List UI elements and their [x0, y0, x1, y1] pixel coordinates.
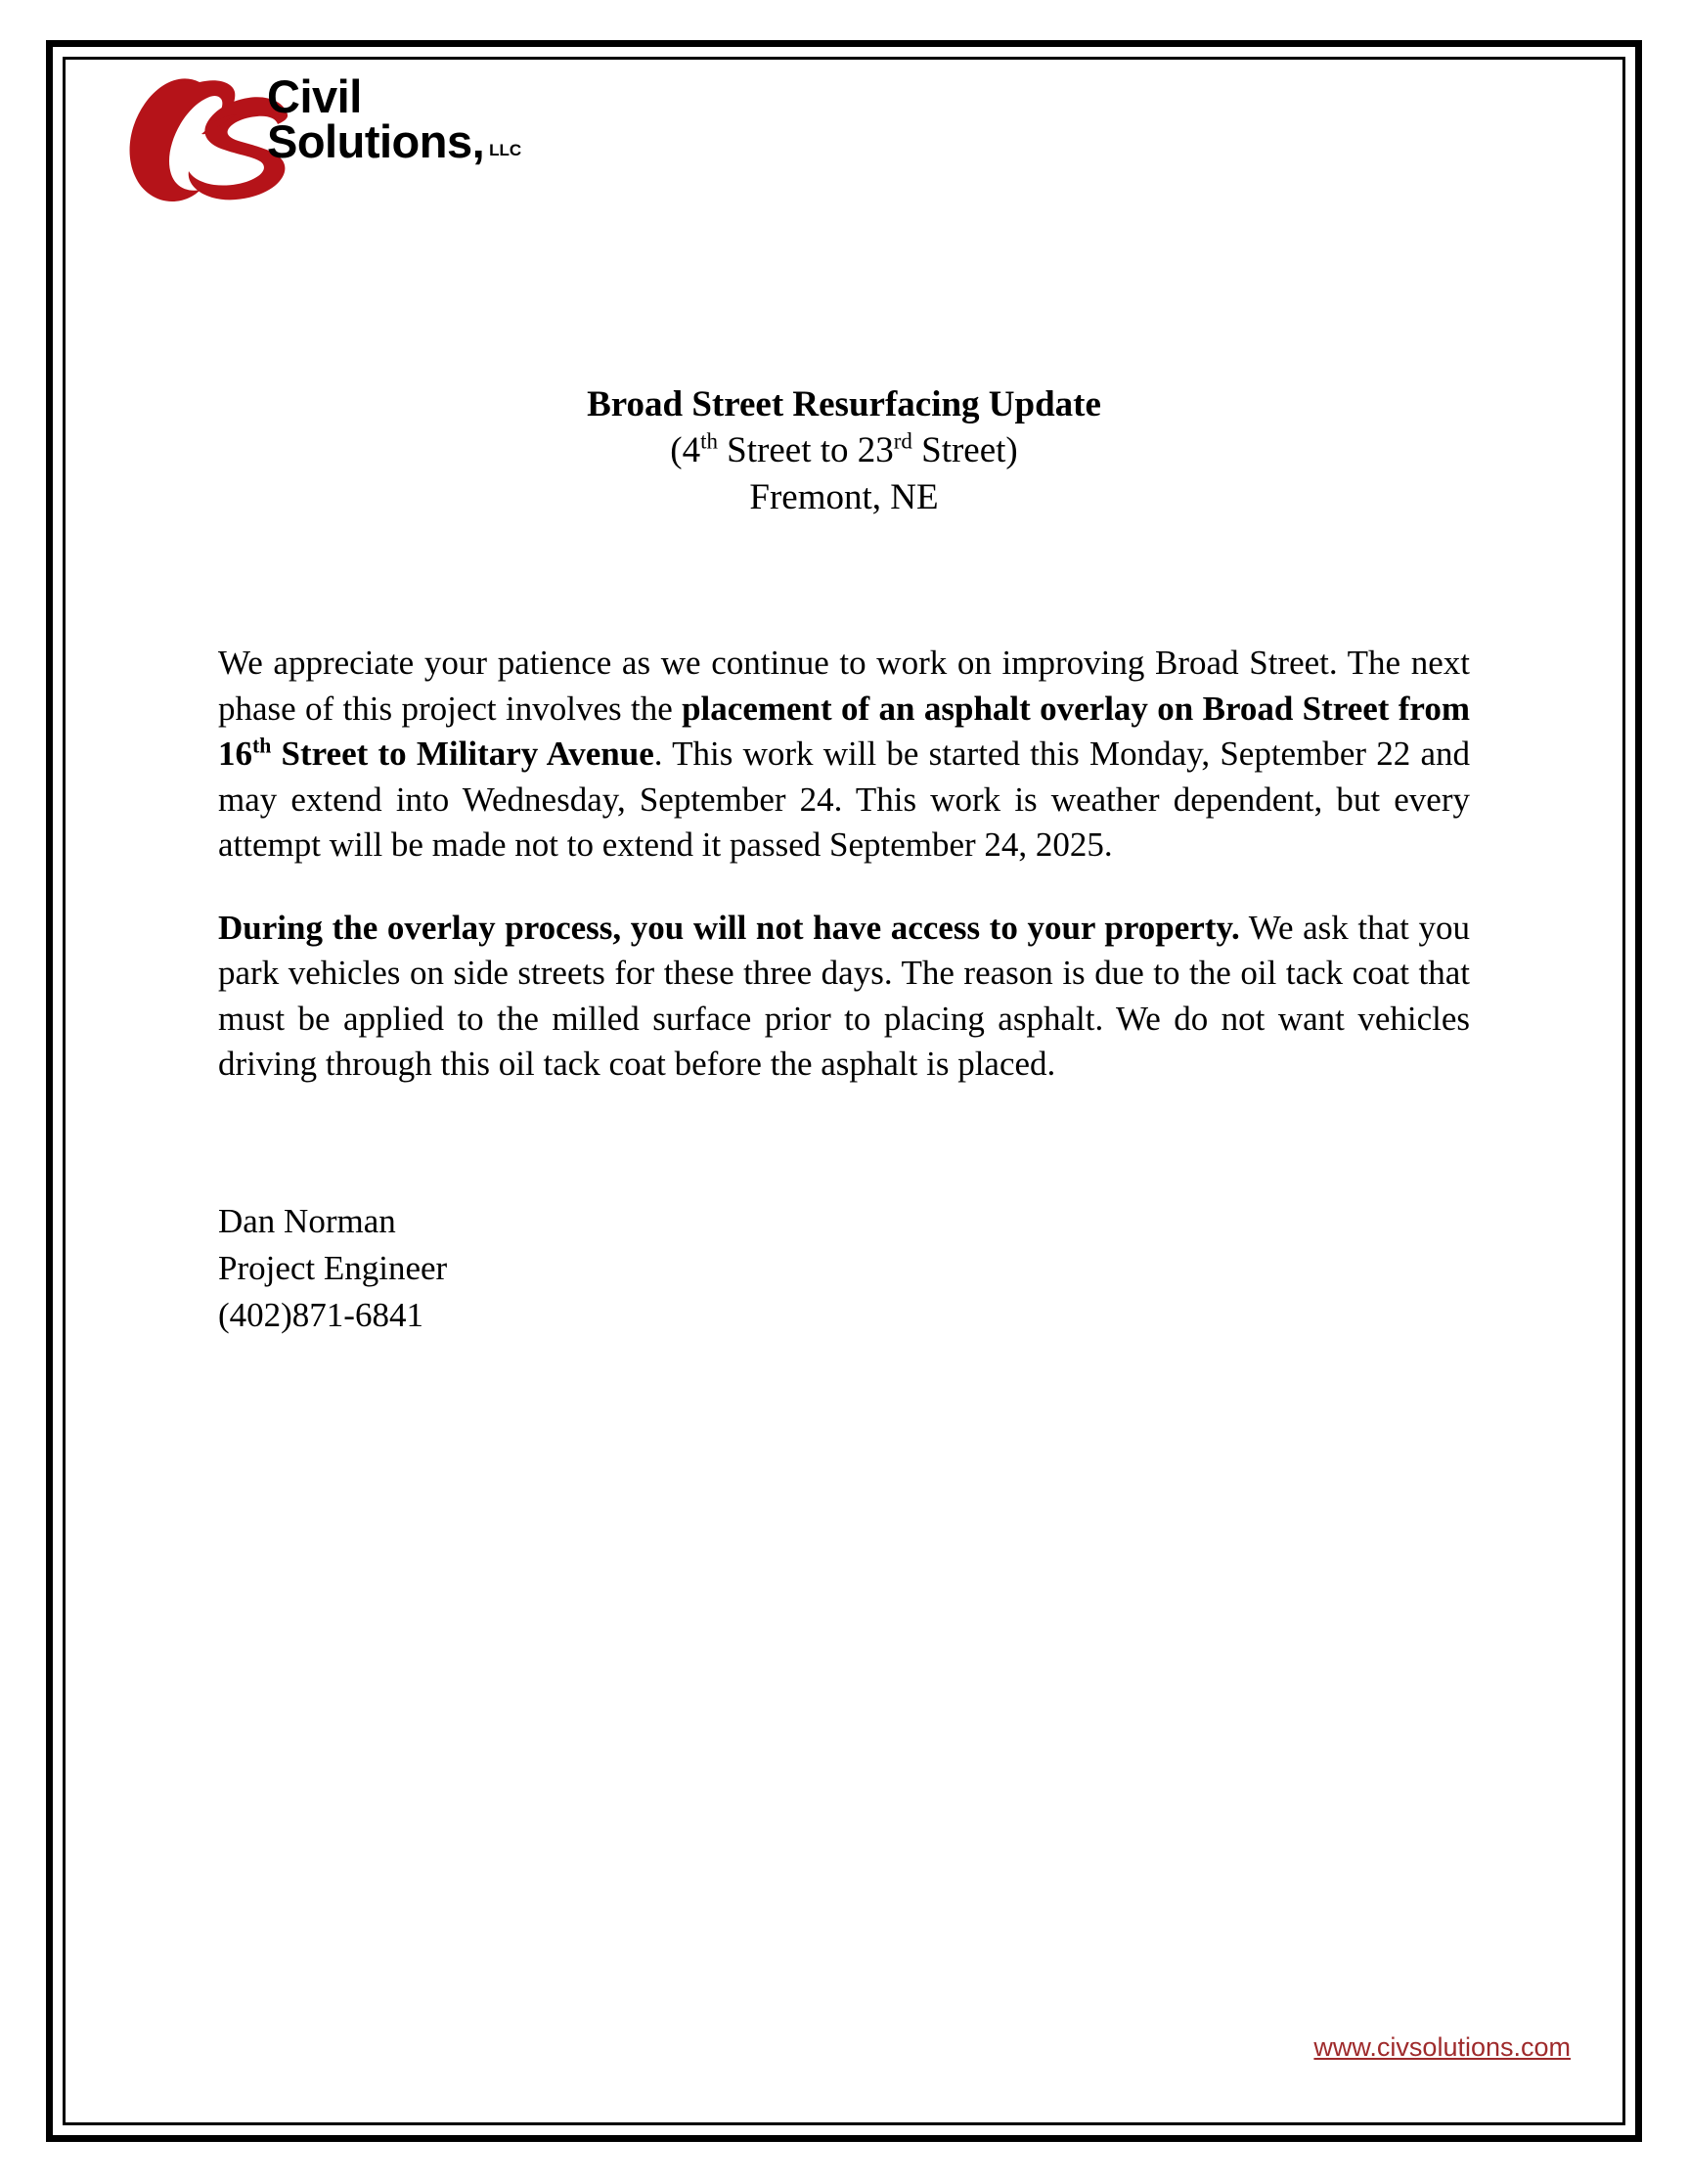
- subtitle-ordinal-rd: rd: [893, 429, 912, 455]
- paragraph-overlay-schedule: [218, 641, 1470, 869]
- p1-part1: We appreciate your patience as we continue to work on improving Broad Street. The next phase of this project involves the: [218, 644, 1470, 728]
- signature-name: Dan Norman: [218, 1202, 396, 1240]
- subtitle-ordinal-th: th: [700, 429, 718, 455]
- subtitle-suffix: Street): [911, 430, 1018, 471]
- logo-line-civil: Civil: [267, 70, 362, 122]
- p1-bold-overlay-location-end: Street to Military Avenue: [271, 735, 654, 774]
- p1-bold-ordinal-th: th: [252, 734, 272, 758]
- website-link[interactable]: www.civsolutions.com: [1313, 2032, 1571, 2062]
- p1-bold-overlay-location: placement of an asphalt overlay on Broad Street from 16: [218, 689, 1470, 774]
- p1-part2: . This work will be started this Monday, September 22 and may extend into Wednesday, September 24. This work is weather dependent, but every attempt will be made not to extend it passed September 24, 2025.: [218, 735, 1471, 865]
- title-subtitle-city: Fremont, NE: [749, 476, 939, 517]
- title-subtitle-limits: [67, 427, 1621, 473]
- logo-line-solutions: [267, 115, 522, 168]
- footer: [67, 2032, 1621, 2063]
- signature-block: [218, 1198, 1098, 1339]
- logo-solutions-text: Solutions,: [267, 115, 485, 168]
- subtitle-middle: Street to 23: [717, 430, 894, 471]
- title-block: [67, 381, 1621, 520]
- page-content: [67, 59, 1621, 2122]
- signature-phone: (402)871-6841: [218, 1295, 423, 1334]
- p2-part1: We ask that you park vehicles on side streets for these three days. The reason is due to the oil tack coat that must be applied to the milled surface prior to placing asphalt. We do not want vehicles driving through this oil tack coat before the asphalt is placed.: [218, 908, 1470, 1084]
- page-title: Broad Street Resurfacing Update: [587, 384, 1101, 424]
- company-logo-wordmark: [267, 70, 522, 168]
- paragraph-access-notice: [218, 906, 1470, 1088]
- subtitle-prefix: (4: [670, 430, 701, 471]
- signature-title: Project Engineer: [218, 1248, 448, 1287]
- p2-bold-access-warning: During the overlay process, you will not have access to your property.: [218, 908, 1240, 947]
- company-logo: [115, 68, 722, 205]
- logo-llc-suffix: LLC: [489, 141, 522, 160]
- body-text: [218, 641, 1470, 1088]
